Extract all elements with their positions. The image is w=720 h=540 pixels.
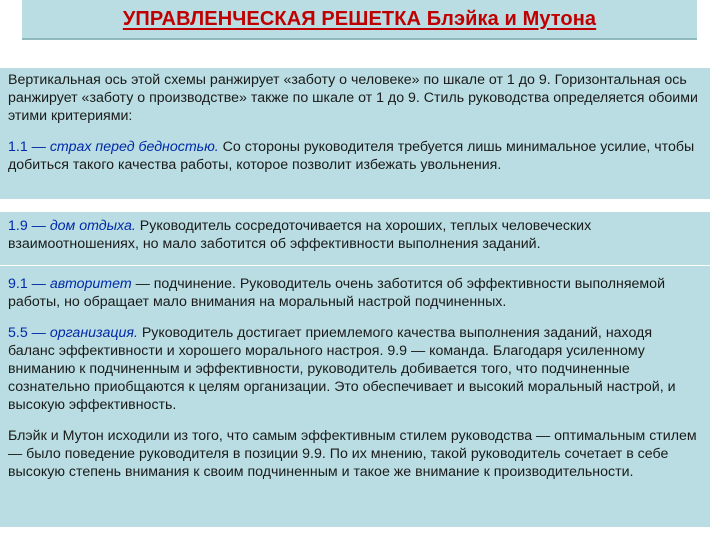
style-dash: — [27,139,50,155]
style-end: . [131,218,136,234]
style-dash: — [27,276,50,292]
divider [0,265,710,266]
style-name: авторитет [49,276,132,292]
conclusion-paragraph: Блэйк и Мутон исходили из того, что самым эффективным стилем руководства — оптимальным стилем — было поведение руководителя в позиции 9.9. По их мнению, такой руководитель сочетает в себе высокую степень внимания к своим подчиненным и такое же внимание к производительности. [8,428,697,480]
style-text: Руководитель достигает приемлемого качества выполнения заданий, находя баланс эффективности и хорошего морального настроя. 9.9 — команда. Благодаря усиленному вниманию к подчиненным и эффективности, руководитель добивается того, что подчиненные сознательно приобщаются к целям организации. Это обеспечивает и высокий моральный настрой, и высокую эффективность. [8,325,676,413]
style-text: Руководитель сосредоточивается на хороших, теплых человеческих взаимоотношениях, но мало заботится об эффективности выполнения заданий. [8,218,592,252]
page-title: УПРАВЛЕНЧЕСКАЯ РЕШЕТКА Блэйка и Мутона [122,7,597,30]
intro-panel [0,68,710,199]
style-5-5-paragraph [8,324,702,414]
style-dash: — [27,325,50,341]
style-text: — подчинение. Руководитель очень заботится об эффективности выполняемой работы, но обращает мало внимания на моральный настрой подчиненных. [8,276,665,310]
intro-paragraph: Вертикальная ось этой схемы ранжирует «заботу о человеке» по шкале от 1 до 9. Горизонтальная ось ранжирует «заботу о производстве» также по шкале от 1 до 9. Стиль руководства определяется обоими этими критериями: [8,72,698,124]
style-code: 9.1 [8,276,28,292]
style-end: . [214,139,219,155]
style-code: 1.1 [8,139,28,155]
title-bar [22,0,697,40]
style-name: страх перед бедностью [49,139,215,155]
style-1-9-paragraph [8,217,702,253]
style-dash: — [27,218,50,234]
style-end: . [133,325,138,341]
style-code: 5.5 [8,325,28,341]
styles-panel [0,212,710,527]
style-9-1-paragraph [8,275,702,311]
style-1-1-paragraph [8,138,702,174]
style-code: 1.9 [8,218,28,234]
style-name: организация [49,325,134,341]
style-name: дом отдыха [49,218,132,234]
style-text: Со стороны руководителя требуется лишь минимальное усилие, чтобы добиться такого качества работы, которое позволит избежать увольнения. [8,139,695,173]
